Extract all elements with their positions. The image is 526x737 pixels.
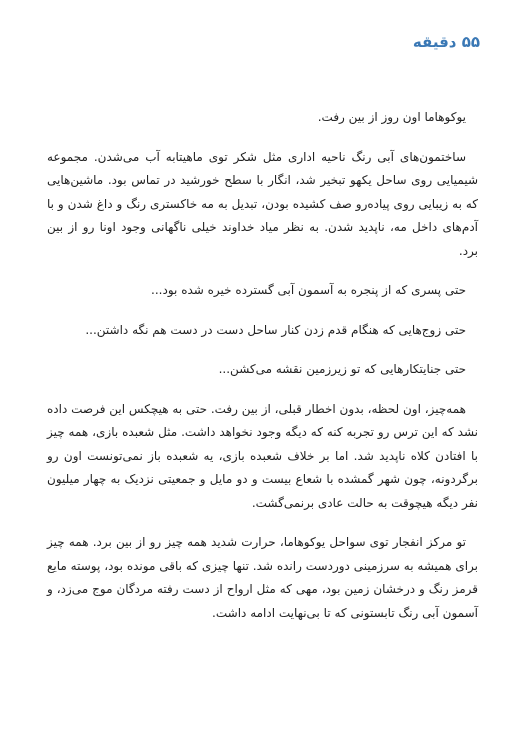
chapter-title: ۵۵ دقیقه [412,33,480,51]
body-text [47,106,478,641]
paragraph-4: حتی زوج‌هایی که هنگام قدم زدن کنار ساحل دست در دست هم نگه داشتن... [85,322,466,337]
paragraph-3: حتی پسری که از پنجره به آسمون آبی گسترده خیره شده بود... [151,283,466,297]
paragraph-5: حتی جنایتکارهایی که تو زیرزمین نقشه می‌کشن... [218,362,466,376]
paragraph-1: یوکوهاما اون روز از بین رفت. [317,110,466,124]
paragraph-7: تو مرکز انفجار توی سواحل یوکوهاما، حرارت شدید همه چیز رو از بین برد. همه چیز برای همیشه به سرزمینی دوردست رانده شد. تنها چیزی که باقی مونده بود، پوسته مایع قرمز رنگ و درخشان زمین بود، مهی که مثل ارواح از دست رفته مردگان موج می‌زد، و آسمون آبی رنگ تابستونی که تا بی‌نهایت ادامه داشت. [47,535,478,620]
paragraph-2: ساختمون‌های آبی رنگ ناحیه اداری مثل شکر توی ماهیتابه آب می‌شدن. مجموعه شیمیایی روی ساحل یکهو تبخیر شد، انگار با سطح خورشید در تماس بود. ماشین‌هایی که به زیبایی روی پیاده‌رو صف کشیده بودن، تبدیل به مه خاکستری رنگ و داغ شدن و با آدم‌های داخل مه، ناپدید شدن. به نظر میاد خداوند خیلی ناگهانی وجود اونا رو از بین برد. [47,149,478,258]
paragraph-6: همه‌چیز، اون لحظه، بدون اخطار قبلی، از بین رفت. حتی به هیچکس این فرصت داده نشد که این ترس رو تجربه کنه که دیگه وجود نخواهد داشت. مثل شعبده بازی، همه چیز با افتادن کلاه ناپدید شد. اما بر خلاف شعبده بازی، یه شعبده باز نمی‌تونست اون رو برگردونه، چون شهر گمشده با شعاع بیست و دو مایل و جمعیتی نزدیک به چهار میلیون نفر دیگه هیچوقت به حالت عادی برنمی‌گشت. [47,401,478,510]
